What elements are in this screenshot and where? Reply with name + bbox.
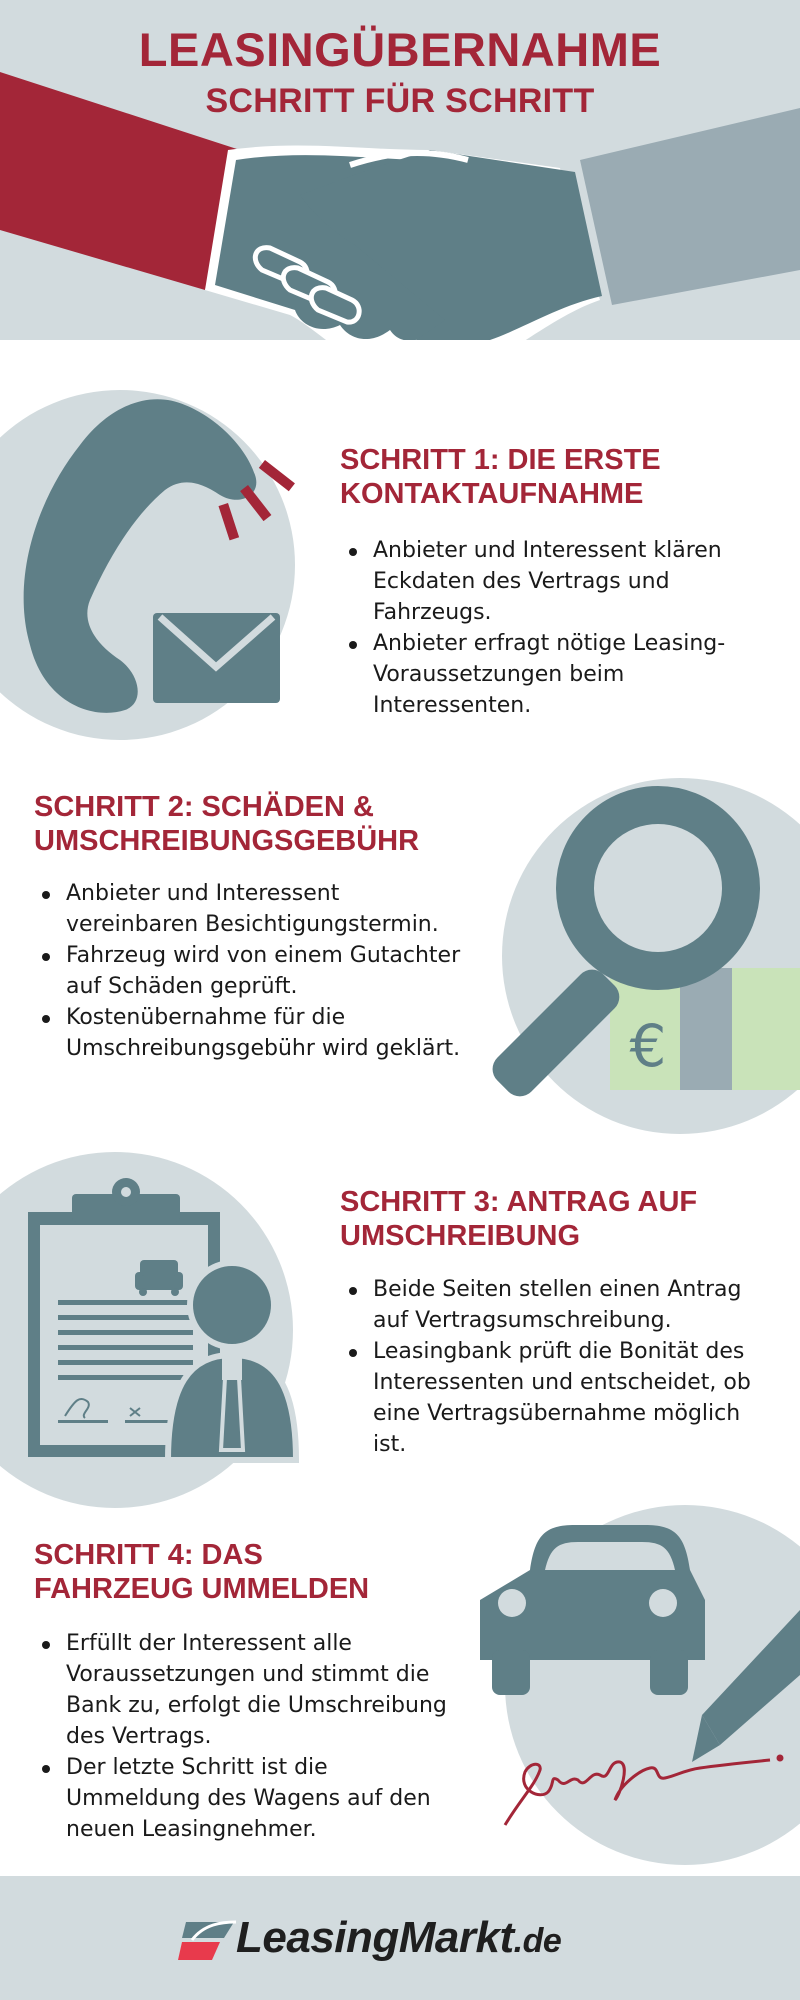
list-item: Leasingbank prüft die Bonität des Interessenten und entscheidet, ob eine Vertragsübernahme möglich ist. xyxy=(345,1336,775,1460)
page-title: LEASINGÜBERNAHME xyxy=(138,23,662,76)
list-item: Der letzte Schritt ist die Ummeldung des Wagens auf den neuen Leasingnehmer. xyxy=(38,1752,468,1845)
page-subtitle: SCHRITT FÜR SCHRITT xyxy=(205,82,595,120)
step1-bullets xyxy=(345,535,765,721)
list-item: Kostenübernahme für die Umschreibungsgebühr wird geklärt. xyxy=(38,1002,468,1064)
step3-bullets xyxy=(345,1274,775,1460)
step2-title: SCHRITT 2: SCHÄDEN & UMSCHREIBUNGSGEBÜHR xyxy=(34,791,420,857)
step3-title: SCHRITT 3: ANTRAG AUF UMSCHREIBUNG xyxy=(340,1186,698,1252)
step1-title: SCHRITT 1: DIE ERSTE KONTAKTAUFNAHME xyxy=(340,444,661,510)
step4-title: SCHRITT 4: DAS FAHRZEUG UMMELDEN xyxy=(34,1539,370,1605)
list-item: Erfüllt der Interessent alle Voraussetzungen und stimmt die Bank zu, erfolgt die Umschreibung des Vertrags. xyxy=(38,1628,468,1752)
step4-bullets xyxy=(38,1628,468,1845)
envelope-icon xyxy=(153,613,280,703)
step4-illustration xyxy=(470,1500,800,1870)
step2-bullets xyxy=(38,878,468,1064)
list-item: Anbieter und Interessent vereinbaren Besichtigungstermin. xyxy=(38,878,468,940)
step2-illustration xyxy=(480,778,800,1138)
euro-symbol: € xyxy=(629,1012,667,1080)
leasingmarkt-logo-icon xyxy=(178,1918,238,1964)
list-item: Fahrzeug wird von einem Gutachter auf Schäden geprüft. xyxy=(38,940,468,1002)
list-item: Anbieter und Interessent klären Eckdaten des Vertrags und Fahrzeugs. xyxy=(345,535,765,628)
step1-illustration xyxy=(0,385,310,745)
step3-illustration xyxy=(0,1150,310,1510)
header xyxy=(0,0,800,340)
list-item: Anbieter erfragt nötige Leasing-Voraussetzungen beim Interessenten. xyxy=(345,628,765,721)
footer-brand[interactable]: LeasingMarkt.de xyxy=(236,1913,562,1962)
list-item: Beide Seiten stellen einen Antrag auf Vertragsumschreibung. xyxy=(345,1274,775,1336)
